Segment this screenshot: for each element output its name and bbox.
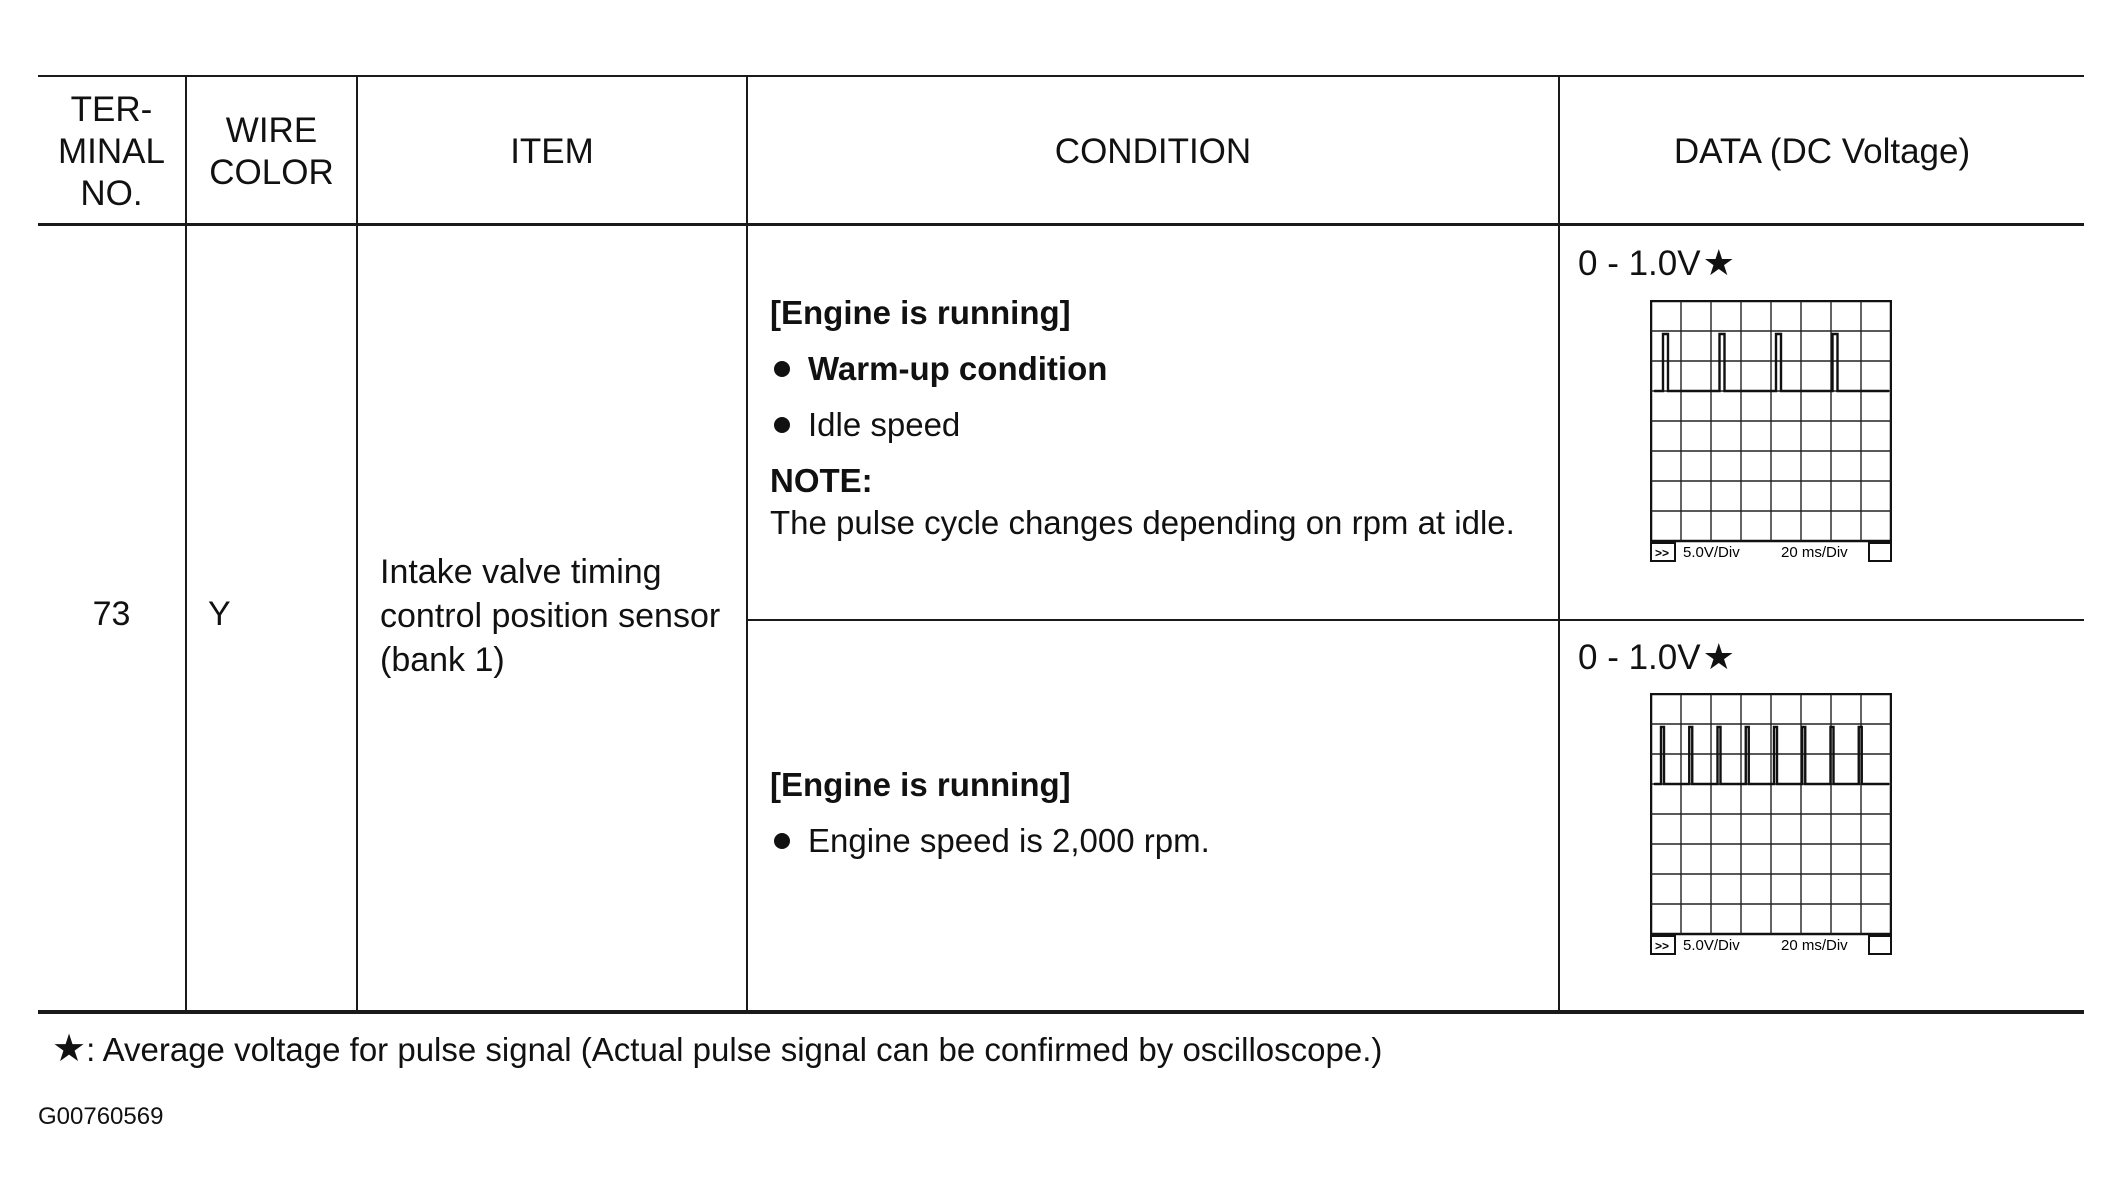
item-description (380, 550, 740, 682)
condition-bullet-text: Warm-up condition (808, 350, 1108, 387)
scope-time-div: 20 ms/Div (1781, 544, 1848, 561)
header-wire-line: COLOR (209, 152, 334, 192)
header-wire-line: WIRE (225, 110, 318, 150)
star-icon: ★ (1702, 242, 1735, 283)
star-icon: ★ (52, 1028, 87, 1070)
item-line: control position sensor (380, 597, 721, 635)
bullet-icon (774, 417, 790, 433)
header-bottom-rule (38, 223, 2084, 226)
note-text: The pulse cycle changes depending on rpm at idle. (770, 504, 1515, 541)
scope-volt-div: 5.0V/Div (1683, 937, 1740, 954)
condition-bullet-text: Engine speed is 2,000 rpm. (808, 822, 1210, 859)
condition-2000rpm (770, 764, 1550, 862)
condition-bullet-text: Idle speed (808, 406, 961, 443)
bullet-icon (774, 833, 790, 849)
oscilloscope-waveform-idle (1650, 300, 1892, 562)
bullet-icon (774, 361, 790, 377)
header-terminal-line: MINAL (58, 131, 165, 171)
oscilloscope-waveform-2000rpm (1650, 693, 1892, 955)
footnote-text: : Average voltage for pulse signal (Actual pulse signal can be confirmed by oscilloscope.) (86, 1031, 1383, 1068)
voltage-value (1578, 636, 1735, 679)
condition-heading: [Engine is running] (770, 294, 1071, 331)
star-icon: ★ (1702, 636, 1735, 677)
header-condition: CONDITION (1054, 131, 1252, 171)
condition-bullet (770, 820, 1550, 862)
scope-legend-box (1869, 936, 1891, 954)
table-top-rule (38, 75, 2084, 77)
scope-legend-box (1869, 543, 1891, 561)
header-terminal-no (38, 80, 185, 223)
wire-color: Y (208, 595, 231, 633)
voltage-value (1578, 242, 1735, 285)
item-line: Intake valve timing (380, 553, 662, 591)
voltage-text: 0 - 1.0V (1578, 638, 1701, 677)
footnote (52, 1028, 1382, 1071)
note-label: NOTE: (770, 462, 873, 499)
scope-time-div: 20 ms/Div (1781, 937, 1848, 954)
header-data: DATA (DC Voltage) (1673, 131, 1971, 171)
condition-divider-rule (748, 619, 2084, 621)
terminal-number: 73 (92, 595, 131, 633)
condition-idle (770, 292, 1550, 544)
header-item: ITEM (510, 131, 594, 171)
header-terminal-line: NO. (80, 173, 143, 213)
header-terminal-line: TER- (70, 89, 153, 129)
condition-heading: [Engine is running] (770, 766, 1071, 803)
figure-code: G00760569 (38, 1103, 164, 1130)
voltage-text: 0 - 1.0V (1578, 244, 1701, 283)
table-bottom-rule (38, 1010, 2084, 1014)
scope-volt-div: 5.0V/Div (1683, 544, 1740, 561)
scope-legend-prefix: >> (1655, 939, 1670, 953)
item-line: (bank 1) (380, 641, 505, 679)
scope-legend-prefix: >> (1655, 546, 1670, 560)
header-wire-color (187, 80, 356, 223)
condition-bullet (770, 404, 1550, 446)
condition-bullet (770, 348, 1550, 390)
